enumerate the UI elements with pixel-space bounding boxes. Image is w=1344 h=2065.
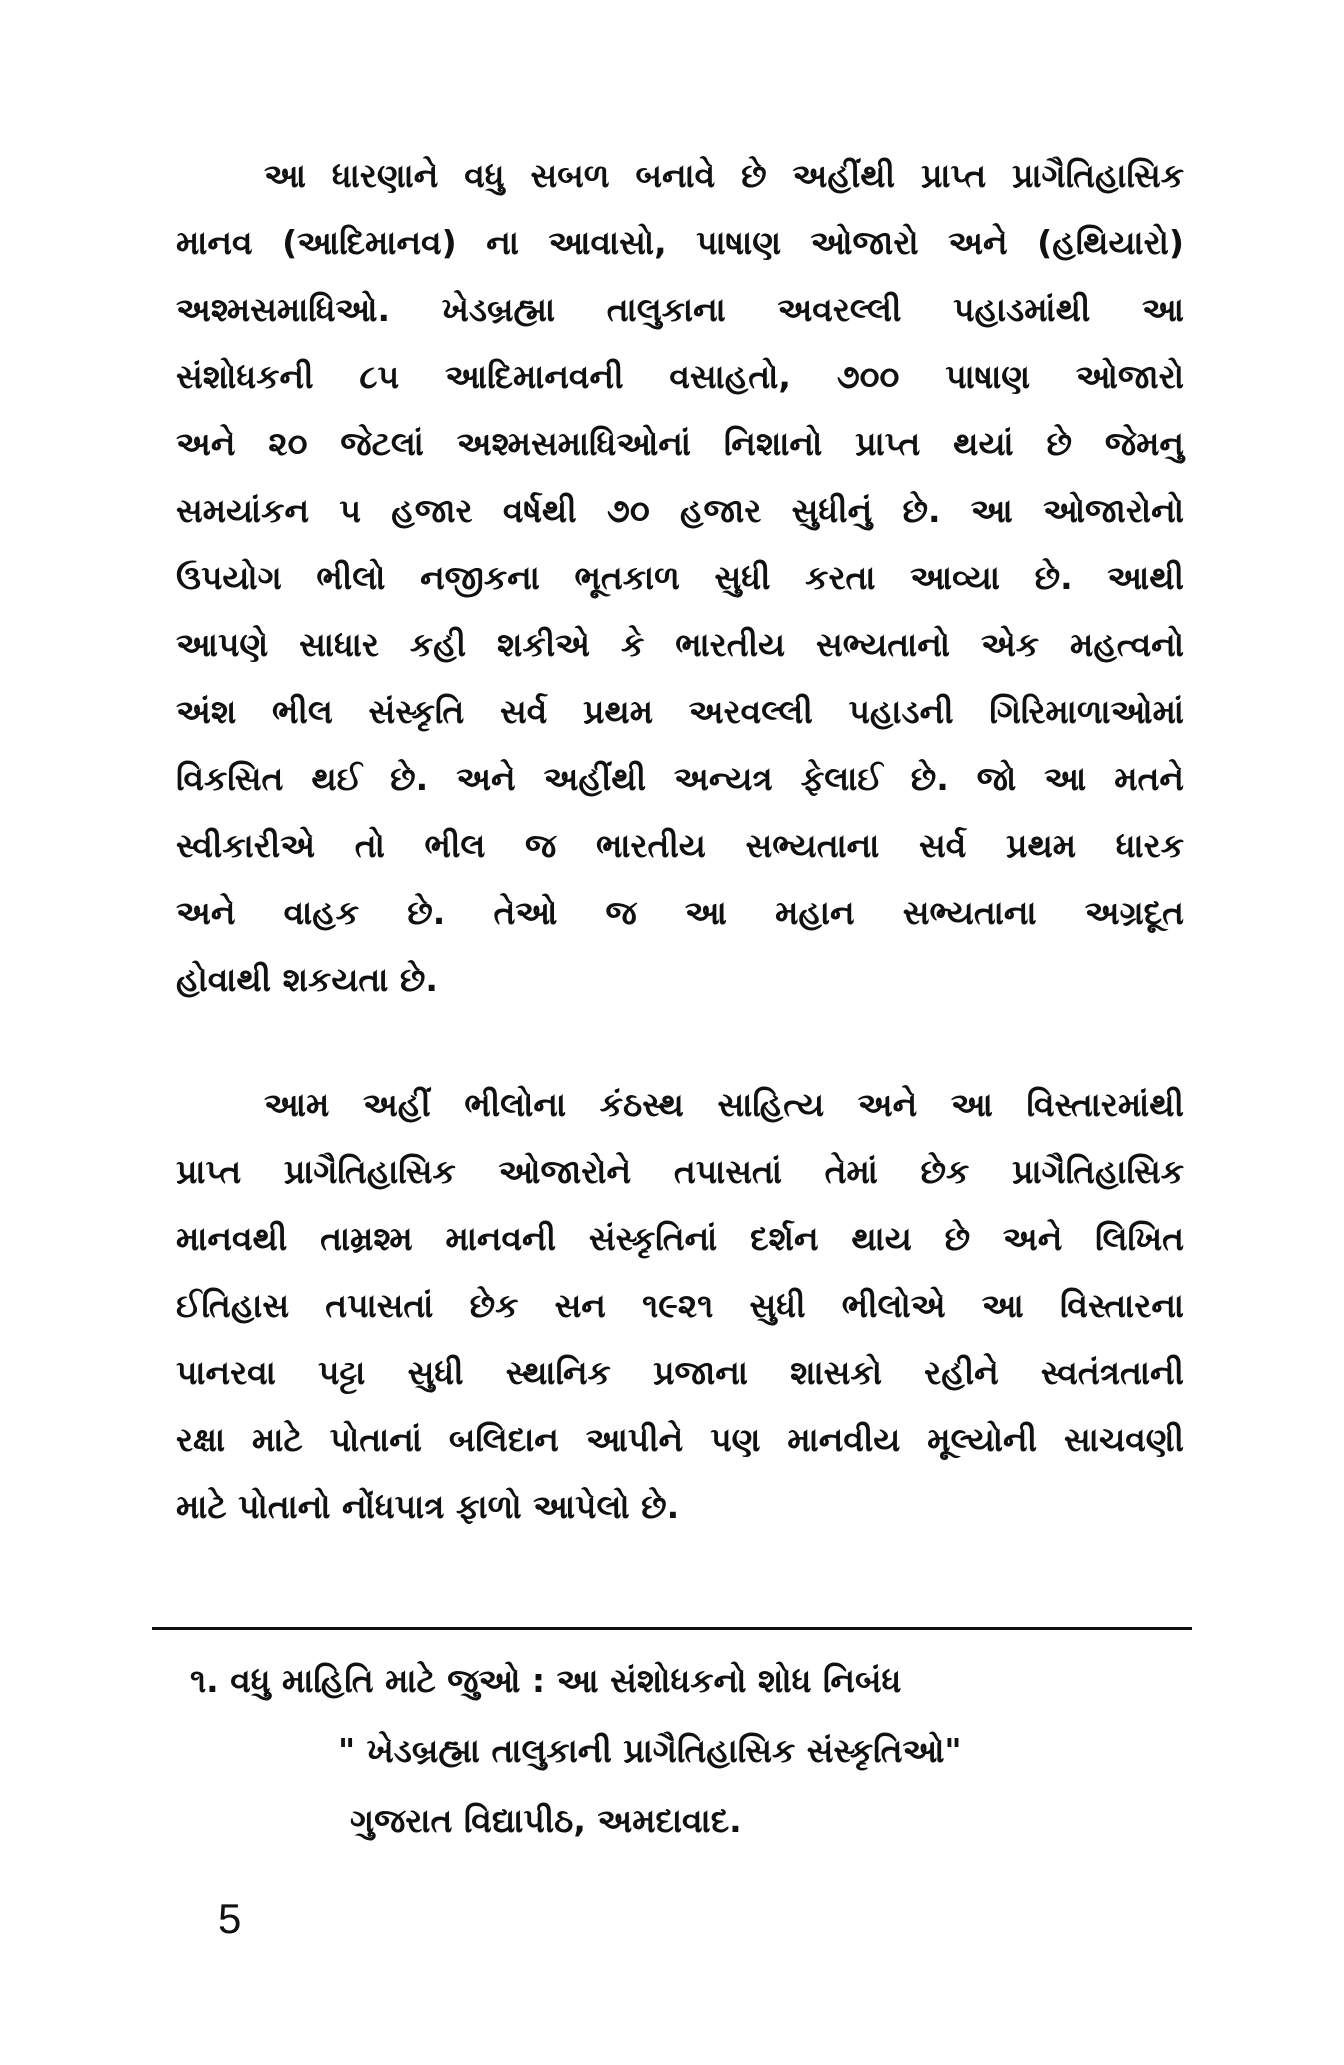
footnote-line: " ખેડબ્રહ્મા તાલુકાની પ્રાગૈતિહાસિક સંસ્કૃતિઓ" bbox=[338, 1731, 962, 1770]
paragraph-line: આપણે સાધાર કહી શકીએ કે ભારતીય સભ્યતાનો એક મહત્વનો bbox=[176, 625, 1184, 664]
paragraph-line: અંશ ભીલ સંસ્કૃતિ સર્વ પ્રથમ અરવલ્લી પહાડની ગિરિમાળાઓમાં bbox=[176, 692, 1184, 731]
footnote bbox=[190, 1646, 1150, 1856]
body-paragraph-1 bbox=[176, 142, 1184, 1013]
paragraph-line: માટે પોતાનો નોંધપાત્ર ફાળો આપેલો છે. bbox=[176, 1487, 680, 1526]
paragraph-line: અને વાહક છે. તેઓ જ આ મહાન સભ્યતાના અગ્રદૂત bbox=[176, 893, 1184, 932]
paragraph-line: આ ધારણાને વધુ સબળ બનાવે છે અહીંથી પ્રાપ્ત પ્રાગૈતિહાસિક bbox=[264, 156, 1184, 195]
paragraph-line: માનવથી તામ્રશ્મ માનવની સંસ્કૃતિનાં દર્શન થાય છે અને લિખિત bbox=[176, 1219, 1184, 1258]
footnote-divider bbox=[152, 1627, 1192, 1630]
paragraph-line: ઉપયોગ ભીલો નજીકના ભૂતકાળ સુધી કરતા આવ્યા છે. આથી bbox=[176, 558, 1184, 597]
body-paragraph-2 bbox=[176, 1071, 1184, 1540]
paragraph-line: પાનરવા પટ્ટા સુધી સ્થાનિક પ્રજાના શાસકો રહીને સ્વતંત્રતાની bbox=[176, 1353, 1184, 1392]
paragraph-line: રક્ષા માટે પોતાનાં બલિદાન આપીને પણ માનવીય મૂલ્યોની સાચવણી bbox=[176, 1420, 1184, 1459]
paragraph-line: સમયાંકન ૫ હજાર વર્ષથી ૭૦ હજાર સુધીનું છે. આ ઓજારોનો bbox=[176, 491, 1184, 530]
page-number: 5 bbox=[218, 1895, 242, 1942]
paragraph-line: ઈતિહાસ તપાસતાં છેક સન ૧૯૨૧ સુધી ભીલોએ આ વિસ્તારના bbox=[176, 1286, 1184, 1325]
paragraph-line: આમ અહીં ભીલોના કંઠસ્થ સાહિત્ય અને આ વિસ્તારમાંથી bbox=[264, 1085, 1184, 1124]
paragraph-line: અને ૨૦ જેટલાં અશ્મસમાધિઓનાં નિશાનો પ્રાપ્ત થયાં છે જેમનુ bbox=[176, 424, 1184, 463]
paragraph-line: માનવ (આદિમાનવ) ના આવાસો, પાષાણ ઓજારો અને (હથિયારો) bbox=[176, 223, 1184, 262]
footnote-line: ગુજરાત વિદ્યાપીઠ, અમદાવાદ. bbox=[350, 1801, 742, 1840]
paragraph-line: વિકસિત થઈ છે. અને અહીંથી અન્યત્ર ફેલાઈ છે. જો આ મતને bbox=[176, 759, 1184, 798]
paragraph-line: સ્વીકારીએ તો ભીલ જ ભારતીય સભ્યતાના સર્વ પ્રથમ ધારક bbox=[176, 826, 1184, 865]
paragraph-line: પ્રાપ્ત પ્રાગૈતિહાસિક ઓજારોને તપાસતાં તેમાં છેક પ્રાગૈતિહાસિક bbox=[176, 1152, 1184, 1191]
paragraph-line: અશ્મસમાધિઓ. ખેડબ્રહ્મા તાલુકાના અવરલ્લી પહાડમાંથી આ bbox=[176, 290, 1184, 329]
paragraph-line: હોવાથી શકયતા છે. bbox=[176, 960, 438, 999]
footnote-line: ૧. વધુ માહિતિ માટે જુઓ : આ સંશોધકનો શોધ નિબંધ bbox=[190, 1661, 902, 1700]
paragraph-line: સંશોધકની ૮૫ આદિમાનવની વસાહતો, ૭૦૦ પાષાણ ઓજારો bbox=[176, 357, 1184, 396]
